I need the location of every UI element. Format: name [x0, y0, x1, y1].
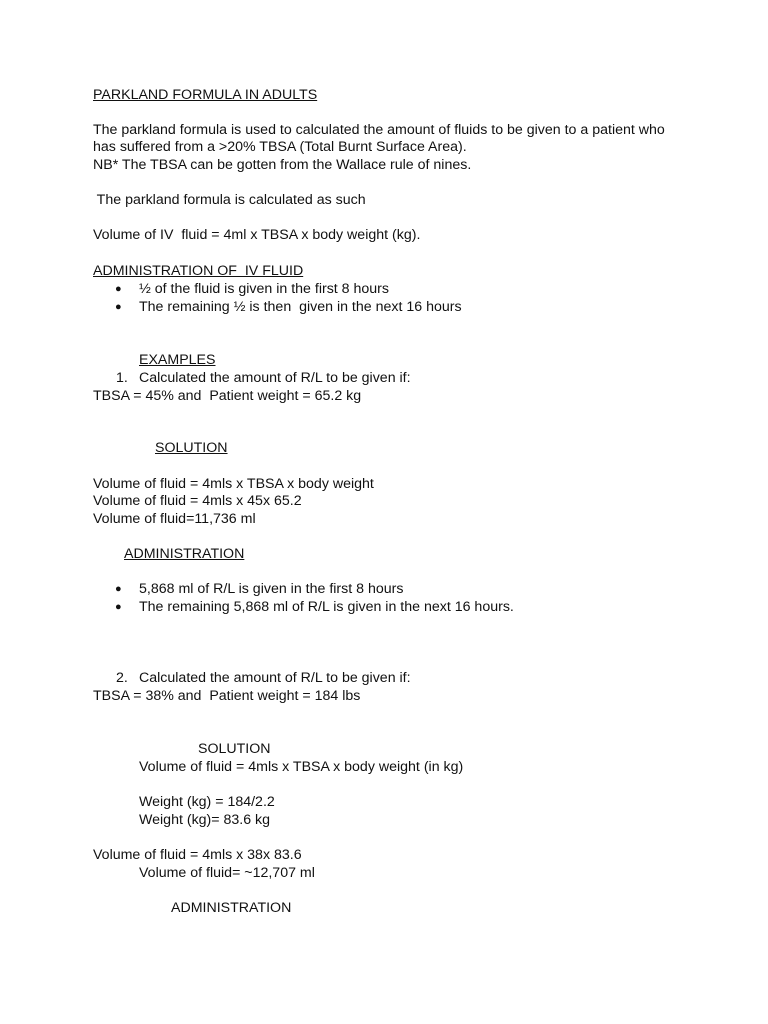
calc-intro: The parkland formula is calculated as such: [93, 192, 366, 208]
page-title: PARKLAND FORMULA IN ADULTS: [93, 87, 318, 103]
bullet-icon: ●: [115, 583, 122, 595]
example-question: Calculated the amount of R/L to be given if:: [139, 370, 411, 386]
intro-note: NB* The TBSA can be gotten from the Wallace rule of nines.: [93, 157, 472, 173]
volume-step: Volume of fluid= ~12,707 ml: [139, 865, 315, 881]
list-item: ½ of the fluid is given in the first 8 hours: [139, 281, 389, 297]
administration-heading: ADMINISTRATION: [171, 900, 292, 916]
example-question: Calculated the amount of R/L to be given if:: [139, 670, 411, 686]
list-item: 5,868 ml of R/L is given in the first 8 hours: [139, 581, 404, 597]
bullet-icon: ●: [115, 301, 122, 313]
bullet-icon: ●: [115, 601, 122, 613]
solution-formula: Volume of fluid = 4mls x TBSA x body weight (in kg): [139, 759, 464, 775]
formula: Volume of IV fluid = 4ml x TBSA x body weight (kg).: [93, 227, 421, 243]
example-number: 1.: [116, 370, 128, 386]
example-given: TBSA = 38% and Patient weight = 184 lbs: [93, 688, 361, 704]
volume-step: Volume of fluid = 4mls x 38x 83.6: [93, 847, 302, 863]
example-given: TBSA = 45% and Patient weight = 65.2 kg: [93, 388, 362, 404]
intro-line: has suffered from a >20% TBSA (Total Burnt Surface Area).: [93, 139, 467, 155]
list-item: The remaining 5,868 ml of R/L is given in the next 16 hours.: [139, 599, 514, 615]
weight-step: Weight (kg)= 83.6 kg: [139, 812, 271, 828]
solution-heading: SOLUTION: [155, 440, 228, 456]
administration-heading: ADMINISTRATION: [124, 546, 245, 562]
administration-heading: ADMINISTRATION OF IV FLUID: [93, 263, 304, 279]
weight-step: Weight (kg) = 184/2.2: [139, 794, 275, 810]
solution-step: Volume of fluid = 4mls x 45x 65.2: [93, 493, 302, 509]
example-number: 2.: [116, 670, 128, 686]
list-item: The remaining ½ is then given in the next 16 hours: [139, 299, 462, 315]
bullet-icon: ●: [115, 283, 122, 295]
solution-step: Volume of fluid = 4mls x TBSA x body weight: [93, 476, 374, 492]
intro-line: The parkland formula is used to calculated the amount of fluids to be given to a patient who: [93, 122, 665, 138]
solution-heading: SOLUTION: [198, 741, 271, 757]
examples-heading: EXAMPLES: [139, 352, 216, 368]
solution-step: Volume of fluid=11,736 ml: [93, 511, 256, 527]
